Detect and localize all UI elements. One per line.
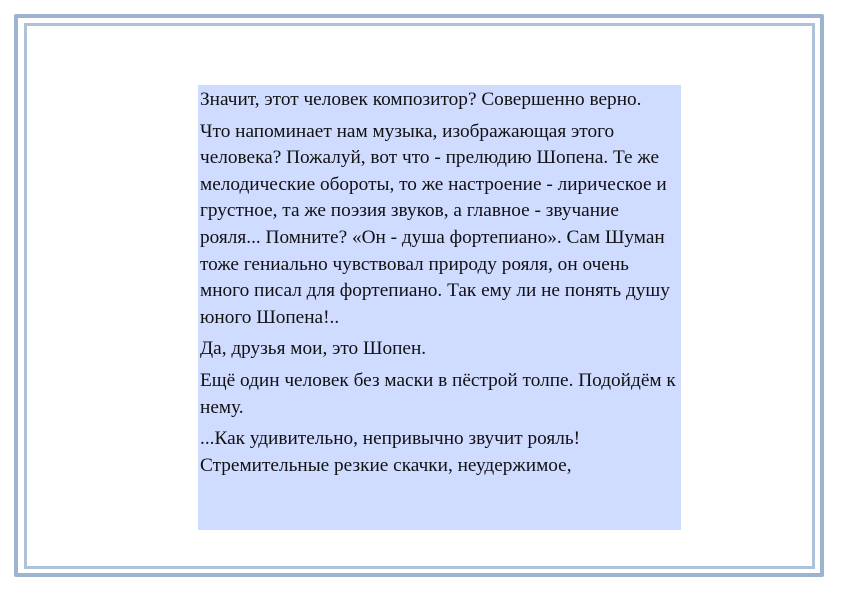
paragraph-another-person: Ещё один человек без маски в пёстрой толпе. Подойдём к нему. [200, 369, 676, 418]
text-block [198, 85, 681, 530]
paragraph-composer: Значит, этот человек композитор? Совершенно верно. [200, 89, 642, 110]
paragraph-prelude: Что напоминает нам музыка, изображающая этого человека? Пожалуй, вот что - прелюдию Шопена. Те же мелодические обороты, то же настроение - лирическое и грустное, та же поэзия звуков, а главное - звучание рояля... Помните? «Он - душа фортепиано». Сам Шуман тоже гениально чувствовал природу рояля, он очень много писал для фортепиано. Так ему ли не понять душу юного Шопена!.. [200, 120, 670, 328]
paragraph-chopin: Да, друзья мои, это Шопен. [200, 338, 427, 360]
paragraph-piano-sound: ...Как удивительно, непривычно звучит рояль! Стремительные резкие скачки, неудержимое, [200, 428, 581, 476]
